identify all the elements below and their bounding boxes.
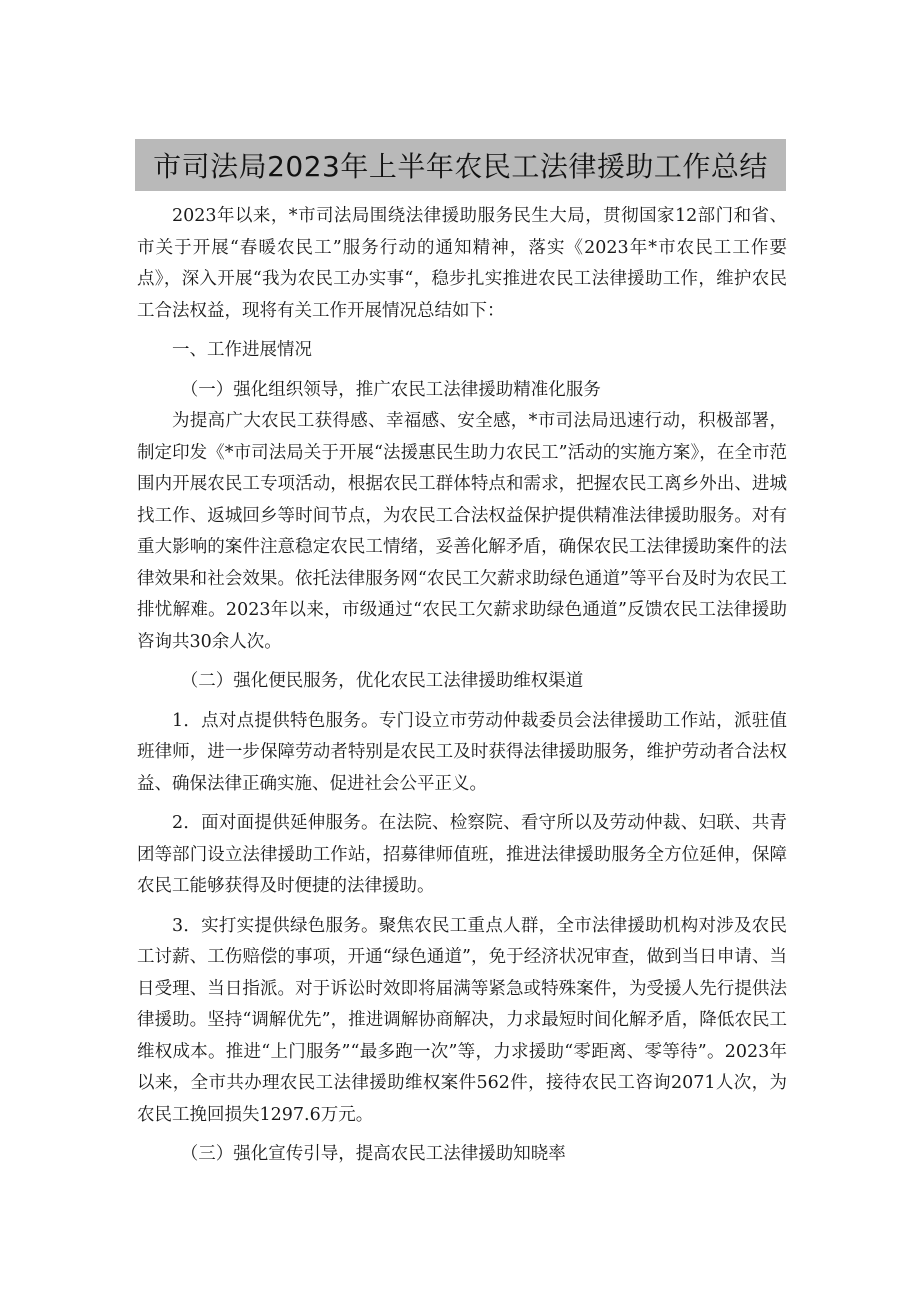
list-item-1: 1．点对点提供特色服务。专门设立市劳动仲裁委员会法律援助工作站，派驻值班律师，进一步保障劳动者特别是农民工及时获得法律援助服务，维护劳动者合法权益、确保法律正确实施、促进社会公平正义。	[137, 710, 787, 794]
section-heading-1: 一、工作进展情况	[172, 340, 312, 360]
subsection-1-paragraph: 为提高广大农民工获得感、幸福感、安全感，*市司法局迅速行动，积极部署，制定印发《*市司法局关于开展“法援惠民生助力农民工”活动的实施方案》，在全市范围内开展农民工专项活动，根据农民工群体特点和需求，把握农民工离乡外出、进城找工作、返城回乡等时间节点，为农民工合法权益保护提供精准法律援助服务。对有重大影响的案件注意稳定农民工情绪，妥善化解矛盾，确保农民工法律援助案件的法律效果和社会效果。依托法律服务网“农民工欠薪求助绿色通道”等平台及时为农民工排忧解难。2023年以来，市级通过“农民工欠薪求助绿色通道”反馈农民工法律援助咨询共30余人次。	[137, 411, 787, 652]
subsection-heading-3: （三）强化宣传引导，提高农民工法律援助知晓率	[180, 1144, 566, 1164]
list-item-2: 2．面对面提供延伸服务。在法院、检察院、看守所以及劳动仲裁、妇联、共青团等部门设立法律援助工作站，招募律师值班，推进法律援助服务全方位延伸，保障农民工能够获得及时便捷的法律援助。	[137, 813, 787, 896]
list-item-3: 3．实打实提供绿色服务。聚焦农民工重点人群，全市法律援助机构对涉及农民工讨薪、工伤赔偿的事项，开通“绿色通道”，免于经济状况审查，做到当日申请、当日受理、当日指派。对于诉讼时效即将届满等紧急或特殊案件，为受援人先行提供法律援助。坚持“调解优先”，推进调解协商解决，力求最短时间化解矛盾，降低农民工维权成本。推进“上门服务”“最多跑一次”等，力求援助“零距离、零等待”。2023年以来，全市共办理农民工法律援助维权案件562件，接待农民工咨询2071人次，为农民工挽回损失1297.6万元。	[137, 915, 787, 1125]
subsection-heading-1: （一）强化组织领导，推广农民工法律援助精准化服务	[180, 379, 601, 400]
subsection-heading-2: （二）强化便民服务，优化农民工法律援助维权渠道	[180, 671, 584, 691]
title-banner	[135, 139, 786, 191]
document-body	[137, 201, 787, 1171]
document-title: 市司法局2023年上半年农民工法律援助工作总结	[153, 150, 768, 183]
intro-paragraph: 2023年以来，*市司法局围绕法律援助服务民生大局，贯彻国家12部门和省、市关于开展“春暖农民工”服务行动的通知精神，落实《2023年*市农民工工作要点》，深入开展“我为农民工办实事“，稳步扎实推进农民工法律援助工作，维护农民工合法权益，现将有关工作开展情况总结如下：	[137, 206, 787, 321]
